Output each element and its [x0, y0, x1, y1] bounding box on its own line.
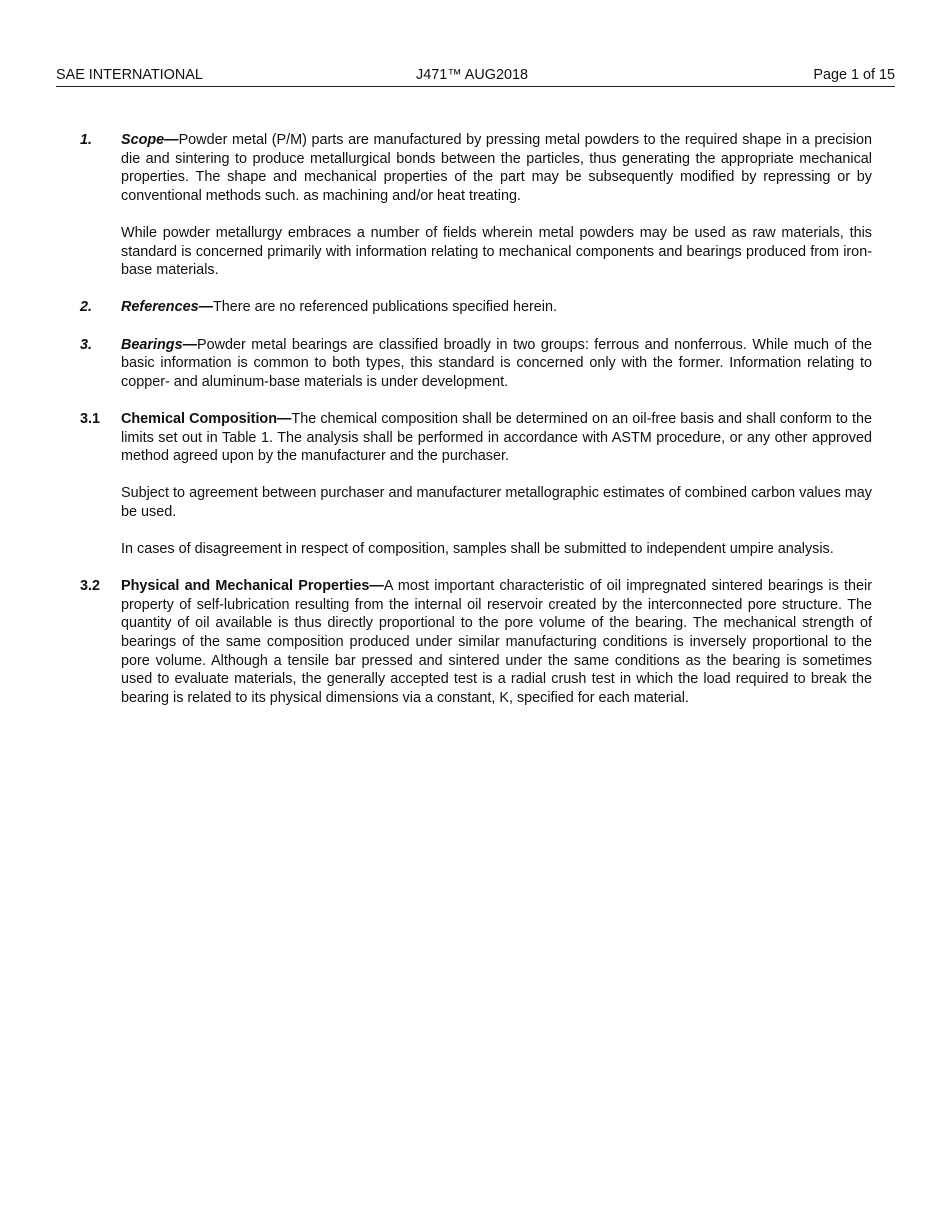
paragraph — [121, 131, 872, 205]
section-content — [121, 577, 872, 707]
section-term: Scope— — [121, 132, 179, 148]
paragraph: In cases of disagreement in respect of composition, samples shall be submitted to independent umpire analysis. — [121, 541, 834, 558]
section-text: The chemical composition shall be determined on an oil-free basis and shall conform to the limits set out in Table 1. The analysis shall be performed in accordance with ASTM procedure, or any other approved method agreed upon by the manufacturer and the purchaser. — [121, 410, 872, 465]
section-term: Bearings— — [121, 336, 197, 353]
header-page-number: Page 1 of 15 — [813, 67, 895, 83]
section-term: References— — [121, 299, 213, 316]
header-publisher: SAE INTERNATIONAL — [56, 67, 203, 83]
section-text: Powder metal bearings are classified broadly in two groups: ferrous and nonferrous. While much of the basic information is common to both types, this standard is concerned only with the former. Information relating to copper- and aluminum-base materials is under development. — [121, 336, 872, 390]
paragraph — [121, 410, 872, 466]
section-scope — [80, 131, 872, 280]
section-number: 3. — [80, 336, 93, 353]
section-bearings — [80, 336, 872, 392]
section-number: 3.2 — [80, 578, 101, 595]
section-references — [80, 298, 872, 317]
section-content — [121, 410, 872, 559]
paragraph: Subject to agreement between purchaser and manufacturer metallographic estimates of combined carbon values may be used. — [121, 485, 872, 520]
paragraph — [121, 336, 872, 392]
page-header — [56, 66, 895, 87]
section-number: 2. — [80, 299, 93, 316]
section-text: Powder metal (P/M) parts are manufactured by pressing metal powders to the required shape in a precision die and sintering to produce metallurgical bonds between the particles, thus generating the appropriate mechanical properties. The shape and mechanical properties of the part may be subsequently modified by repressing or by conventional methods such. as machining and/or heat treating. — [121, 132, 872, 204]
section-chemical-composition — [80, 410, 872, 559]
section-content — [121, 131, 872, 280]
section-term: Physical and Mechanical Properties— — [121, 578, 384, 595]
section-physical-mechanical-properties — [80, 577, 872, 707]
paragraph — [121, 577, 872, 707]
paragraph: While powder metallurgy embraces a number of fields wherein metal powders may be used as raw materials, this standard is concerned primarily with information relating to mechanical components and bearings produced from iron-base materials. — [121, 224, 872, 279]
section-number: 3.1 — [80, 410, 101, 427]
section-content — [121, 298, 872, 317]
section-content — [121, 336, 872, 392]
section-text: A most important characteristic of oil impregnated sintered bearings is their property of self-lubrication resulting from the internal oil reservoir created by the interconnected pore structure. The quantity of oil available is thus directly proportional to the pore volume of the bearing. The mechanical strength of bearings of the same composition produced under similar manufacturing conditions is inversely proportional to the pore volume. Although a tensile bar pressed and sintered under the same conditions as the bearing is sometimes used to evaluate materials, the generally accepted test is a radial crush test in which the load required to break the bearing is related to its physical dimensions via a constant, K, specified for each material. — [121, 578, 872, 706]
section-term: Chemical Composition— — [121, 410, 292, 427]
paragraph — [121, 298, 872, 317]
document-body — [80, 131, 872, 726]
section-text: There are no referenced publications specified herein. — [213, 299, 557, 316]
section-number: 1. — [80, 132, 93, 148]
header-document-id: J471™ AUG2018 — [416, 67, 528, 83]
